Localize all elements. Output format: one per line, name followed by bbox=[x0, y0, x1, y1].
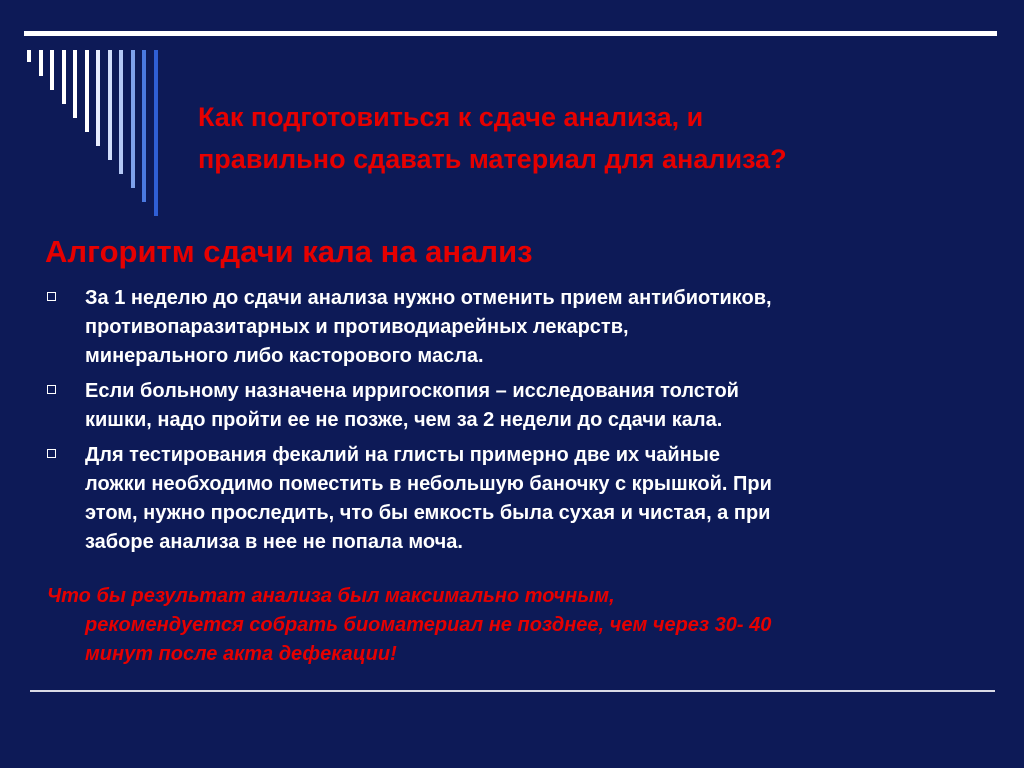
slide-title bbox=[198, 96, 978, 180]
bullet-text-line: противопаразитарных и противодиарейных лекарств, bbox=[85, 316, 629, 338]
list-item bbox=[0, 284, 1024, 371]
decoration-stripe bbox=[50, 50, 54, 90]
decoration-stripe bbox=[85, 50, 89, 132]
bullet-text-line: За 1 неделю до сдачи анализа нужно отменить прием антибиотиков, bbox=[85, 287, 772, 309]
bullet-text-line: ложки необходимо поместить в небольшую баночку с крышкой. При bbox=[85, 473, 772, 495]
decoration-stripe bbox=[119, 50, 123, 174]
warning-note-line: рекомендуется собрать биоматериал не позднее, чем через 30- 40 bbox=[85, 614, 772, 636]
striped-corner-decoration bbox=[0, 0, 170, 220]
decoration-stripe bbox=[96, 50, 100, 146]
warning-note-line: минут после акта дефекации! bbox=[85, 643, 397, 665]
decoration-stripe bbox=[108, 50, 112, 160]
decoration-stripe bbox=[142, 50, 146, 202]
bullet-text-line: Для тестирования фекалий на глисты примерно две их чайные bbox=[85, 444, 720, 466]
bullet-text-line: минерального либо касторового масла. bbox=[85, 345, 484, 367]
square-bullet-icon bbox=[47, 292, 56, 301]
warning-note bbox=[47, 582, 771, 669]
bullet-text-line: кишки, надо пройти ее не позже, чем за 2 недели до сдачи кала. bbox=[85, 409, 723, 431]
decoration-stripe bbox=[73, 50, 77, 118]
section-heading: Алгоритм сдачи кала на анализ bbox=[45, 234, 533, 269]
decoration-stripe bbox=[62, 50, 66, 104]
slide-title-line-1: Как подготовиться к сдаче анализа, и bbox=[198, 102, 704, 132]
square-bullet-icon bbox=[47, 449, 56, 458]
slide-title-line-2: правильно сдавать материал для анализа? bbox=[198, 144, 787, 174]
decoration-stripe bbox=[27, 50, 31, 62]
list-item bbox=[0, 441, 1024, 557]
warning-note-line: Что бы результат анализа был максимально точным, bbox=[47, 585, 615, 607]
decoration-stripe bbox=[131, 50, 135, 188]
square-bullet-icon bbox=[47, 385, 56, 394]
list-item bbox=[0, 377, 1024, 435]
bullet-text-line: заборе анализа в нее не попала моча. bbox=[85, 531, 463, 553]
bullet-list bbox=[0, 284, 1024, 563]
decoration-stripe bbox=[39, 50, 43, 76]
decoration-stripe bbox=[154, 50, 158, 216]
bottom-divider-line bbox=[30, 690, 995, 692]
bullet-text-line: Если больному назначена ирригоскопия – исследования толстой bbox=[85, 380, 739, 402]
bullet-text-line: этом, нужно проследить, что бы емкость была сухая и чистая, а при bbox=[85, 502, 771, 524]
